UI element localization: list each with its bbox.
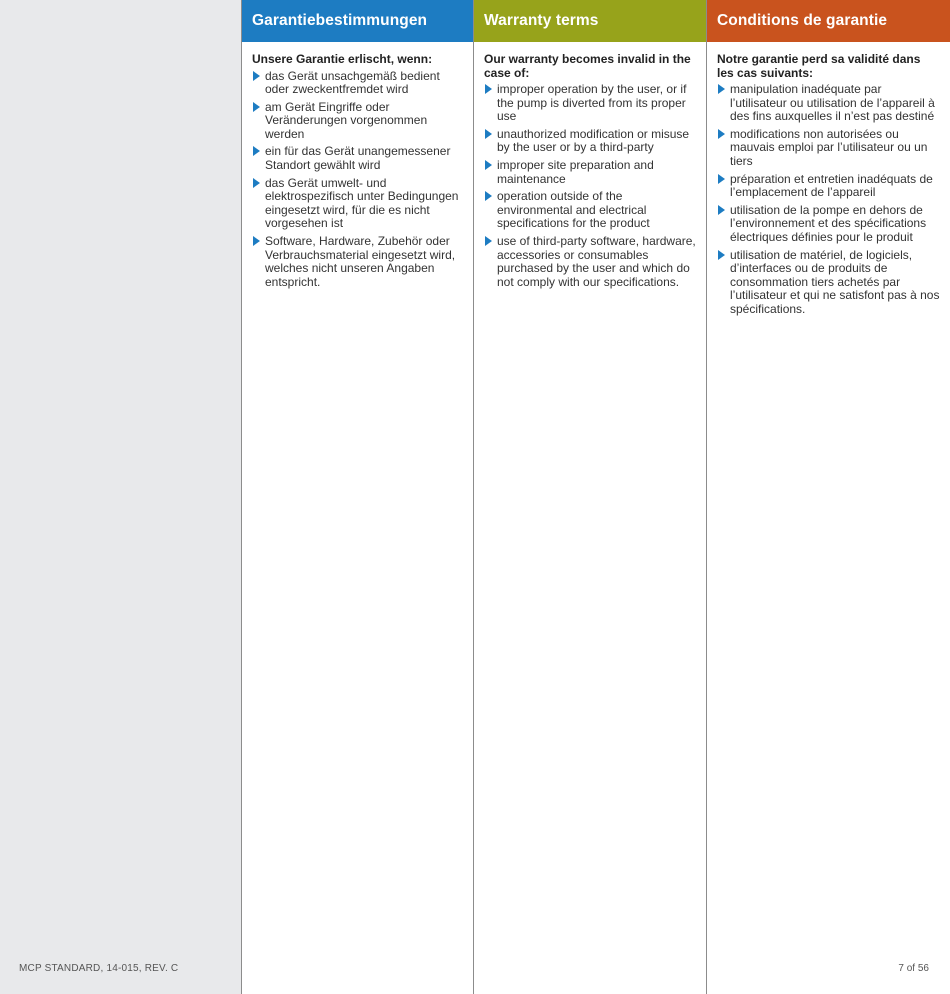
english-column — [474, 0, 707, 994]
list-item — [252, 177, 463, 231]
list-item — [484, 128, 696, 155]
triangle-bullet-icon — [485, 236, 492, 246]
list-item — [717, 173, 940, 200]
list-item-text: manipulation inadéquate par l’utilisateur ou utilisation de l’appareil à des fins auxquelles il n’est pas destiné — [730, 82, 935, 124]
list-item-text: utilisation de la pompe en dehors de l’environnement et des spécifications électriques définies pour le produit — [730, 202, 927, 244]
german-intro: Unsere Garantie erlischt, wenn: — [252, 52, 433, 66]
document-id: MCP STANDARD, 14-015, REV. C — [19, 963, 179, 974]
list-item-text: use of third-party software, hardware, accessories or consumables purchased by the user and which do not comply with our specifications. — [497, 233, 696, 289]
english-column-header: Warranty terms — [474, 0, 706, 42]
list-item — [484, 235, 696, 289]
triangle-bullet-icon — [718, 129, 725, 139]
list-item — [484, 159, 696, 186]
list-item — [717, 249, 940, 317]
list-item-text: préparation et entretien inadéquats de l’emplacement de l’appareil — [730, 171, 933, 200]
english-intro: Our warranty becomes invalid in the case of: — [484, 52, 691, 80]
french-column-header: Conditions de garantie — [707, 0, 950, 42]
triangle-bullet-icon — [253, 146, 260, 156]
list-item-text: improper operation by the user, or if the pump is diverted from its proper use — [497, 82, 687, 124]
list-item-text: operation outside of the environmental and electrical specifications for the product — [497, 189, 650, 231]
triangle-bullet-icon — [253, 71, 260, 81]
list-item — [484, 83, 696, 124]
list-item-text: das Gerät umwelt- und elektrospezifisch unter Bedingungen eingesetzt wird, für die es nicht vorgesehen ist — [265, 175, 459, 231]
triangle-bullet-icon — [253, 102, 260, 112]
triangle-bullet-icon — [485, 84, 492, 94]
list-item-text: Software, Hardware, Zubehör oder Verbrauchsmaterial eingesetzt wird, welches nicht unseren Angaben entspricht. — [265, 234, 456, 289]
german-column-body — [242, 42, 473, 289]
french-column-body — [707, 42, 950, 317]
list-item-text: utilisation de matériel, de logiciels, d’interfaces ou de produits de consommation tiers achetés par l’utilisateur et qui ne satisfont pas à nos spécifications. — [730, 247, 940, 316]
french-list — [717, 83, 940, 317]
german-column — [241, 0, 474, 994]
triangle-bullet-icon — [253, 236, 260, 246]
list-item-text: am Gerät Eingriffe oder Veränderungen vorgenommen werden — [265, 99, 428, 141]
triangle-bullet-icon — [718, 205, 725, 215]
list-item — [252, 235, 463, 289]
list-item — [484, 190, 696, 231]
left-margin-panel — [0, 0, 241, 994]
triangle-bullet-icon — [485, 160, 492, 170]
triangle-bullet-icon — [718, 250, 725, 260]
english-list — [484, 83, 696, 289]
triangle-bullet-icon — [253, 178, 260, 188]
triangle-bullet-icon — [485, 191, 492, 201]
page-number: 7 of 56 — [898, 963, 929, 974]
list-item — [717, 128, 940, 169]
german-column-header: Garantiebestimmungen — [242, 0, 473, 42]
list-item — [252, 101, 463, 142]
list-item — [252, 145, 463, 172]
list-item-text: improper site preparation and maintenance — [497, 157, 654, 186]
list-item — [717, 204, 940, 245]
french-column — [707, 0, 950, 994]
list-item-text: modifications non autorisées ou mauvais emploi par l’utilisateur ou un tiers — [730, 126, 928, 168]
triangle-bullet-icon — [718, 84, 725, 94]
list-item-text: das Gerät unsachgemäß bedient oder zweckentfremdet wird — [265, 68, 440, 97]
french-intro: Notre garantie perd sa validité dans les cas suivants: — [717, 52, 921, 80]
triangle-bullet-icon — [718, 174, 725, 184]
triangle-bullet-icon — [485, 129, 492, 139]
german-list — [252, 70, 463, 290]
list-item-text: ein für das Gerät unangemessener Standort gewählt wird — [265, 144, 451, 173]
list-item — [717, 83, 940, 124]
list-item-text: unauthorized modification or misuse by the user or by a third-party — [497, 126, 690, 155]
english-column-body — [474, 42, 706, 289]
list-item — [252, 70, 463, 97]
